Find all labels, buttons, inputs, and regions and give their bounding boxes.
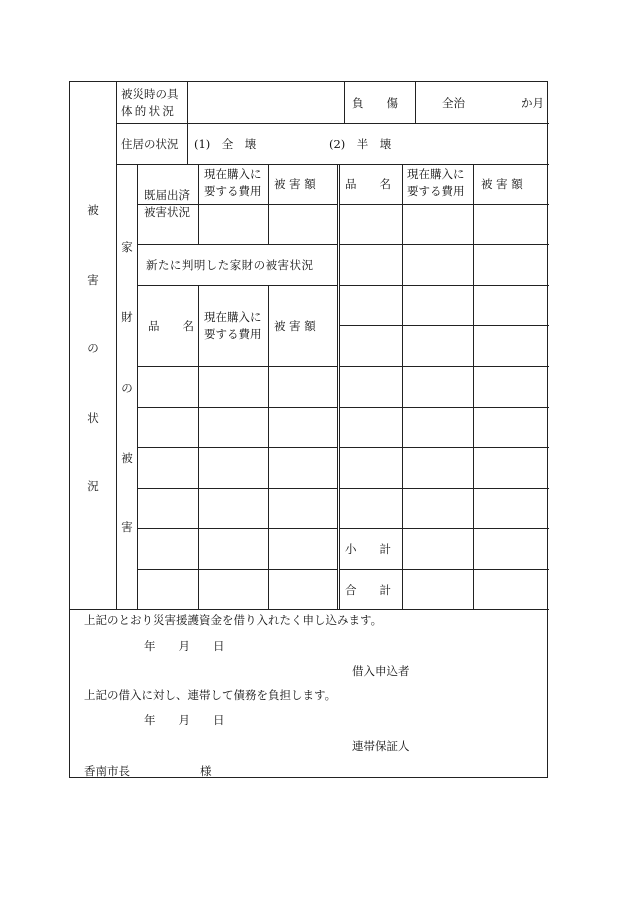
left-item-name-header: 品 名 bbox=[148, 319, 194, 333]
grid-line bbox=[138, 285, 337, 286]
newly-found-damage-label: 新たに判明した家財の被害状況 bbox=[146, 258, 314, 272]
recovery-months-field[interactable] bbox=[466, 86, 516, 118]
row-divider bbox=[117, 164, 549, 165]
grid-line bbox=[339, 285, 549, 286]
grid-line bbox=[138, 488, 337, 489]
table-bottom-line bbox=[70, 609, 549, 610]
grid-line bbox=[187, 124, 188, 165]
reported-damage-label: 既届出済 被害状況 bbox=[144, 188, 190, 219]
grid-line bbox=[138, 528, 337, 529]
subtotal-label: 小 計 bbox=[345, 542, 391, 556]
grid-line bbox=[415, 82, 416, 124]
grid-line bbox=[268, 164, 269, 245]
grid-line bbox=[138, 447, 337, 448]
disaster-situation-field[interactable] bbox=[188, 83, 344, 123]
applicant-label: 借入申込者 bbox=[352, 664, 410, 678]
recovery-prefix: 全治 bbox=[442, 96, 465, 110]
application-statement: 上記のとおり災害援護資金を借り入れたく申し込みます。 bbox=[84, 613, 383, 627]
grid-line bbox=[138, 407, 337, 408]
left-damage-amount-header: 被 害 額 bbox=[274, 177, 316, 191]
recovery-suffix: か月 bbox=[521, 96, 544, 110]
addressee-honorific: 様 bbox=[200, 764, 212, 778]
row-divider bbox=[117, 123, 549, 124]
grid-line bbox=[138, 366, 337, 367]
grid-line bbox=[339, 528, 549, 529]
left-cost-header-2: 現在購入に 要する費用 bbox=[204, 310, 262, 341]
grid-line bbox=[339, 447, 549, 448]
grid-line bbox=[138, 569, 337, 570]
grid-line bbox=[473, 164, 474, 609]
housing-status-label: 住居の状況 bbox=[121, 137, 179, 151]
grid-line bbox=[339, 569, 549, 570]
application-date: 年 月 日 bbox=[144, 639, 225, 653]
left-damage-amount-header-2: 被 害 額 bbox=[274, 319, 316, 333]
grid-line bbox=[339, 407, 549, 408]
grid-line bbox=[402, 164, 403, 609]
total-label: 合 計 bbox=[345, 583, 391, 597]
grid-line bbox=[268, 285, 269, 609]
right-damage-amount-header: 被 害 額 bbox=[481, 177, 523, 191]
addressee-name: 香南市長 bbox=[84, 764, 130, 778]
guarantor-date: 年 月 日 bbox=[144, 713, 225, 727]
grid-line bbox=[337, 164, 338, 609]
housing-option-total-destruction[interactable]: (1) 全 壊 bbox=[194, 137, 257, 151]
grid-line bbox=[198, 285, 199, 609]
injury-label: 負 傷 bbox=[352, 96, 398, 110]
right-cost-header: 現在購入に 要する費用 bbox=[407, 167, 465, 198]
grid-line bbox=[339, 325, 549, 326]
grid-line bbox=[339, 204, 549, 205]
grid-line bbox=[137, 164, 138, 609]
grid-line bbox=[198, 164, 199, 245]
grid-line bbox=[138, 244, 337, 245]
guarantor-label: 連帯保証人 bbox=[352, 739, 410, 753]
grid-line bbox=[116, 82, 117, 609]
grid-line bbox=[339, 244, 549, 245]
grid-line bbox=[339, 488, 549, 489]
housing-option-half-destruction[interactable]: (2) 半 壊 bbox=[329, 137, 392, 151]
right-item-name-header: 品 名 bbox=[345, 177, 391, 191]
damage-report-form: 被災時の具 体的状況 負 傷 全治 か月 住居の状況 (1) 全 壊 (2) 半 壊 被 害 の 状 況 家 財 の 被 害 既届出済 被害状況 現在購入に 要する費用 被 害 額 新たに判明した家財の被害状況 品 名 現在購入に 要する費用 被 害 額 品 名 現在購入に 要する費用 被 害 額 小 計 合 計 上記のとおり災害援護資金を借り入れたく申し込みます。 年 月 日 借入申込者 上記の借入に対し、連帯して債務を負担します。 年 月 日 連帯保証人 香南市長 様 bbox=[69, 81, 548, 778]
guarantor-statement: 上記の借入に対し、連帯して債務を負担します。 bbox=[84, 688, 337, 702]
disaster-situation-label: 被災時の具 体的状況 bbox=[121, 87, 179, 118]
grid-line bbox=[344, 82, 345, 124]
grid-line bbox=[339, 366, 549, 367]
grid-line bbox=[339, 164, 340, 609]
left-cost-header: 現在購入に 要する費用 bbox=[204, 167, 262, 198]
